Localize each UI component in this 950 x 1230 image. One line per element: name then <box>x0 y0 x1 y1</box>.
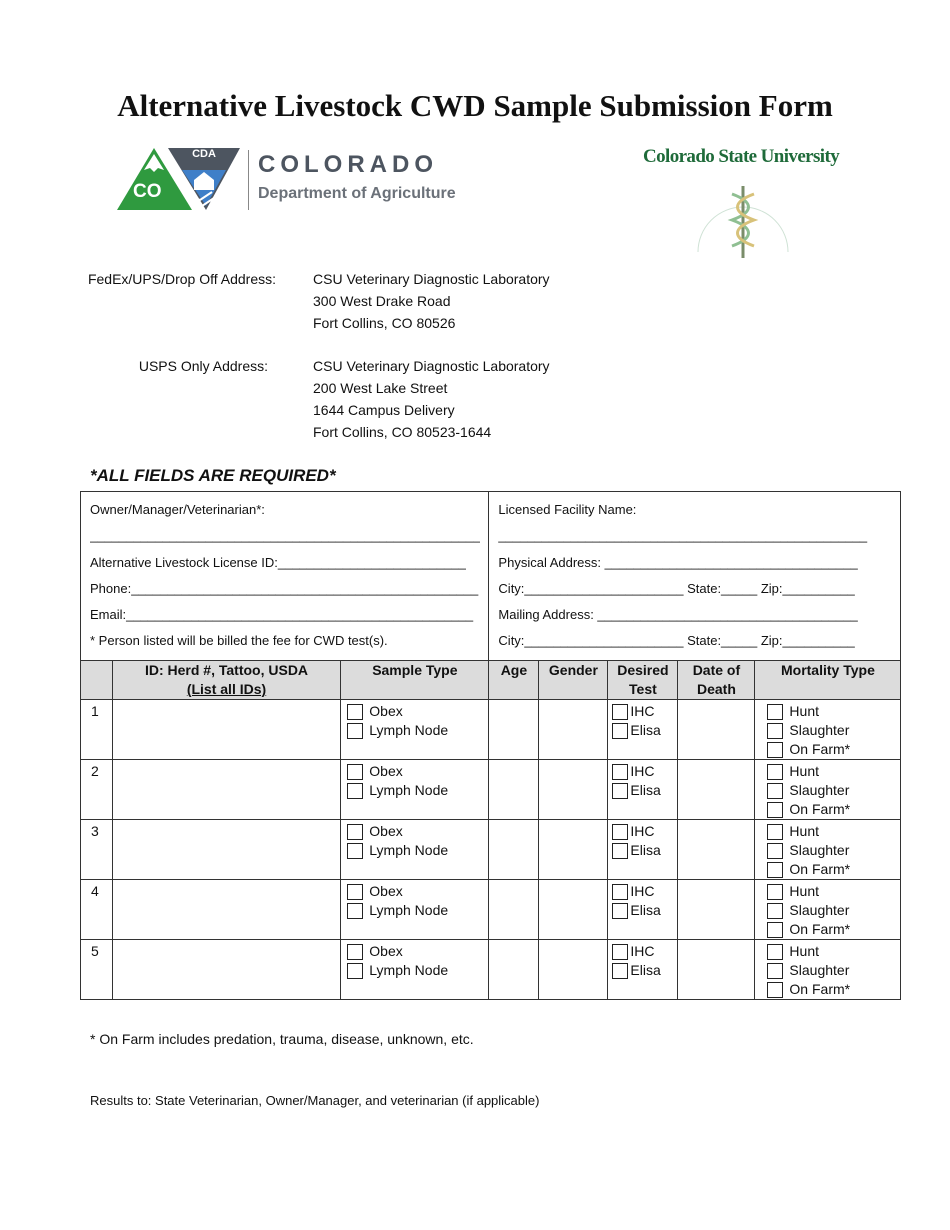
table-row <box>81 940 901 1000</box>
license-id-field[interactable]: Alternative Livestock License ID:__________________________ <box>90 554 466 570</box>
mortality-type-option[interactable] <box>767 781 900 800</box>
mortality-type-label: Slaughter <box>789 962 850 978</box>
date-of-death-cell[interactable] <box>678 760 755 820</box>
checkbox[interactable] <box>767 802 783 818</box>
checkbox[interactable] <box>612 783 628 799</box>
sample-type-option[interactable] <box>347 901 488 920</box>
desired-test-label: IHC <box>630 883 655 899</box>
desired-test-option[interactable] <box>612 901 677 920</box>
sample-type-label: Lymph Node <box>369 962 449 978</box>
checkbox[interactable] <box>767 884 783 900</box>
checkbox[interactable] <box>612 704 628 720</box>
table-row <box>81 820 901 880</box>
header-date-of-death <box>678 661 755 700</box>
physical-address-field[interactable]: Physical Address: ___________________________________ <box>498 554 858 570</box>
address-line: CSU Veterinary Diagnostic Laboratory <box>313 271 550 287</box>
header-age: Age <box>489 661 539 700</box>
row-number: 2 <box>81 760 113 820</box>
mortality-type-cell <box>755 700 901 760</box>
header-desired-line2: Test <box>629 681 657 697</box>
mailing-address-field[interactable]: Mailing Address: ____________________________________ <box>498 607 858 623</box>
desired-test-cell <box>608 880 678 940</box>
checkbox[interactable] <box>347 723 363 739</box>
checkbox[interactable] <box>767 723 783 739</box>
checkbox[interactable] <box>767 963 783 979</box>
sample-type-label: Obex <box>369 883 403 899</box>
mortality-type-option[interactable] <box>767 762 900 781</box>
id-cell[interactable] <box>112 760 341 820</box>
desired-test-label: Elisa <box>630 902 661 918</box>
department-wordmark: Department of Agriculture <box>258 185 456 202</box>
checkbox[interactable] <box>767 922 783 938</box>
checkbox[interactable] <box>347 903 363 919</box>
owner-info-section <box>81 492 489 661</box>
desired-test-option[interactable] <box>612 781 677 800</box>
desired-test-cell <box>608 820 678 880</box>
age-cell[interactable] <box>489 760 539 820</box>
co-text: CO <box>133 181 162 202</box>
desired-test-cell <box>608 940 678 1000</box>
colorado-wordmark: COLORADO <box>258 151 438 178</box>
desired-test-label: IHC <box>630 703 655 719</box>
checkbox[interactable] <box>347 963 363 979</box>
desired-test-label: Elisa <box>630 782 661 798</box>
header-number <box>81 661 113 700</box>
checkbox[interactable] <box>767 944 783 960</box>
gender-cell[interactable] <box>539 940 608 1000</box>
desired-test-option[interactable] <box>612 822 677 841</box>
mortality-type-cell <box>755 820 901 880</box>
desired-test-label: IHC <box>630 943 655 959</box>
checkbox[interactable] <box>767 764 783 780</box>
owner-field[interactable]: Owner/Manager/Veterinarian*: <box>90 502 265 517</box>
checkbox[interactable] <box>347 824 363 840</box>
checkbox[interactable] <box>347 704 363 720</box>
mortality-type-label: On Farm* <box>789 801 851 817</box>
sample-type-cell <box>341 820 489 880</box>
checkbox[interactable] <box>767 742 783 758</box>
address-line: 200 West Lake Street <box>313 380 448 396</box>
mortality-type-option[interactable] <box>767 721 900 740</box>
checkbox[interactable] <box>347 783 363 799</box>
mortality-type-label: Slaughter <box>789 722 850 738</box>
address-line: 300 West Drake Road <box>313 293 451 309</box>
vdl-logo <box>688 172 798 265</box>
facility-info-section <box>489 492 901 661</box>
sample-type-option[interactable] <box>347 961 488 980</box>
header-id-line2: (List all IDs) <box>186 681 267 697</box>
mortality-type-label: Hunt <box>789 763 819 779</box>
checkbox[interactable] <box>767 783 783 799</box>
sample-type-label: Lymph Node <box>369 842 449 858</box>
sample-type-label: Obex <box>369 703 403 719</box>
header-mortality-type: Mortality Type <box>755 661 901 700</box>
checkbox[interactable] <box>767 704 783 720</box>
cda-badge-text: CDA <box>192 148 216 160</box>
sample-type-label: Obex <box>369 763 403 779</box>
header-date-line1: Date of <box>692 662 741 678</box>
sample-type-cell <box>341 940 489 1000</box>
id-cell[interactable] <box>112 820 341 880</box>
address-line: 1644 Campus Delivery <box>313 402 455 418</box>
sample-type-option[interactable] <box>347 781 488 800</box>
sample-type-cell <box>341 760 489 820</box>
logo-divider <box>248 150 249 210</box>
sample-type-option[interactable] <box>347 762 488 781</box>
usps-address <box>313 355 550 443</box>
id-cell[interactable] <box>112 880 341 940</box>
row-number: 4 <box>81 880 113 940</box>
sample-type-option[interactable] <box>347 882 488 901</box>
header-id <box>112 661 341 700</box>
date-of-death-cell[interactable] <box>678 700 755 760</box>
email-field[interactable]: Email:________________________________________________ <box>90 607 474 623</box>
facility-blank-line[interactable]: ___________________________________________________ <box>498 528 868 544</box>
table-header <box>81 661 901 700</box>
header-id-line1: ID: Herd #, Tattoo, USDA <box>144 662 309 678</box>
mortality-type-option[interactable] <box>767 860 900 879</box>
sample-type-option[interactable] <box>347 721 488 740</box>
gender-cell[interactable] <box>539 760 608 820</box>
sample-type-option[interactable] <box>347 822 488 841</box>
desired-test-option[interactable] <box>612 942 677 961</box>
row-number: 1 <box>81 700 113 760</box>
checkbox[interactable] <box>612 963 628 979</box>
desired-test-cell <box>608 700 678 760</box>
checkbox[interactable] <box>767 843 783 859</box>
desired-test-label: Elisa <box>630 842 661 858</box>
mortality-type-option[interactable] <box>767 961 900 980</box>
checkbox[interactable] <box>612 884 628 900</box>
mortality-type-option[interactable] <box>767 702 900 721</box>
checkbox[interactable] <box>767 982 783 998</box>
sample-type-label: Obex <box>369 823 403 839</box>
address-line: CSU Veterinary Diagnostic Laboratory <box>313 358 550 374</box>
checkbox[interactable] <box>347 944 363 960</box>
checkbox[interactable] <box>347 764 363 780</box>
checkbox[interactable] <box>767 824 783 840</box>
date-of-death-cell[interactable] <box>678 880 755 940</box>
sample-type-label: Lymph Node <box>369 902 449 918</box>
required-note: *ALL FIELDS ARE REQUIRED* <box>90 466 336 485</box>
checkbox[interactable] <box>347 884 363 900</box>
mortality-type-option[interactable] <box>767 920 900 939</box>
header-desired-test <box>608 661 678 700</box>
row-number: 5 <box>81 940 113 1000</box>
age-cell[interactable] <box>489 880 539 940</box>
mortality-type-label: Slaughter <box>789 782 850 798</box>
gender-cell[interactable] <box>539 700 608 760</box>
sample-type-option[interactable] <box>347 841 488 860</box>
mortality-type-cell <box>755 880 901 940</box>
age-cell[interactable] <box>489 820 539 880</box>
checkbox[interactable] <box>767 862 783 878</box>
checkbox[interactable] <box>612 944 628 960</box>
dropoff-address <box>313 268 550 334</box>
sample-type-cell <box>341 700 489 760</box>
mortality-type-label: Slaughter <box>789 842 850 858</box>
desired-test-option[interactable] <box>612 721 677 740</box>
header-desired-line1: Desired <box>617 662 669 678</box>
table-row <box>81 700 901 760</box>
mortality-type-option[interactable] <box>767 800 900 819</box>
address-line: Fort Collins, CO 80526 <box>313 315 456 331</box>
owner-blank-line[interactable]: ______________________________________________________ <box>90 528 481 544</box>
checkbox[interactable] <box>612 764 628 780</box>
date-of-death-cell[interactable] <box>678 820 755 880</box>
facility-name-field[interactable]: Licensed Facility Name: <box>498 502 637 517</box>
mortality-type-cell <box>755 760 901 820</box>
sample-type-option[interactable] <box>347 942 488 961</box>
mortality-type-label: Hunt <box>789 943 819 959</box>
id-cell[interactable] <box>112 940 341 1000</box>
on-farm-footnote: * On Farm includes predation, trauma, disease, unknown, etc. <box>90 1031 474 1047</box>
desired-test-label: IHC <box>630 763 655 779</box>
mortality-type-option[interactable] <box>767 882 900 901</box>
checkbox[interactable] <box>767 903 783 919</box>
checkbox[interactable] <box>612 723 628 739</box>
mortality-type-label: On Farm* <box>789 921 851 937</box>
cda-logo <box>116 146 241 217</box>
sample-type-label: Obex <box>369 943 403 959</box>
mortality-type-label: On Farm* <box>789 741 851 757</box>
gender-cell[interactable] <box>539 820 608 880</box>
mailing-city-field[interactable]: City:______________________ State:_____ Zip:__________ <box>498 633 855 649</box>
sample-type-option[interactable] <box>347 702 488 721</box>
checkbox[interactable] <box>347 843 363 859</box>
submission-table <box>80 491 901 1000</box>
checkbox[interactable] <box>612 824 628 840</box>
age-cell[interactable] <box>489 940 539 1000</box>
sample-type-label: Lymph Node <box>369 782 449 798</box>
gender-cell[interactable] <box>539 880 608 940</box>
age-cell[interactable] <box>489 700 539 760</box>
mortality-type-option[interactable] <box>767 841 900 860</box>
mortality-type-option[interactable] <box>767 980 900 999</box>
desired-test-option[interactable] <box>612 702 677 721</box>
checkbox[interactable] <box>612 903 628 919</box>
date-of-death-cell[interactable] <box>678 940 755 1000</box>
sample-type-cell <box>341 880 489 940</box>
mortality-type-label: On Farm* <box>789 981 851 997</box>
table-row <box>81 760 901 820</box>
desired-test-option[interactable] <box>612 841 677 860</box>
dropoff-label: FedEx/UPS/Drop Off Address: <box>87 271 276 287</box>
mortality-type-option[interactable] <box>767 942 900 961</box>
header-gender: Gender <box>539 661 608 700</box>
mortality-type-label: Hunt <box>789 823 819 839</box>
mortality-type-option[interactable] <box>767 901 900 920</box>
address-line: Fort Collins, CO 80523-1644 <box>313 424 492 440</box>
mortality-type-cell <box>755 940 901 1000</box>
table-row <box>81 880 901 940</box>
mortality-type-label: Slaughter <box>789 902 850 918</box>
phone-field[interactable]: Phone:________________________________________________ <box>90 580 479 596</box>
desired-test-label: Elisa <box>630 722 661 738</box>
desired-test-label: Elisa <box>630 962 661 978</box>
results-to: Results to: State Veterinarian, Owner/Manager, and veterinarian (if applicable) <box>90 1093 540 1108</box>
billing-note: * Person listed will be billed the fee for CWD test(s). <box>90 633 388 649</box>
csu-wordmark: Colorado State University <box>643 146 840 167</box>
id-cell[interactable] <box>112 700 341 760</box>
row-number: 3 <box>81 820 113 880</box>
desired-test-option[interactable] <box>612 762 677 781</box>
desired-test-cell <box>608 760 678 820</box>
checkbox[interactable] <box>612 843 628 859</box>
physical-city-field[interactable]: City:______________________ State:_____ Zip:__________ <box>498 580 855 596</box>
desired-test-option[interactable] <box>612 961 677 980</box>
mortality-type-label: Hunt <box>789 703 819 719</box>
header-sample-type: Sample Type <box>341 661 489 700</box>
mortality-type-label: Hunt <box>789 883 819 899</box>
desired-test-option[interactable] <box>612 882 677 901</box>
mortality-type-option[interactable] <box>767 822 900 841</box>
desired-test-label: IHC <box>630 823 655 839</box>
mortality-type-label: On Farm* <box>789 861 851 877</box>
usps-label: USPS Only Address: <box>138 358 268 374</box>
header-date-line2: Death <box>696 681 736 697</box>
sample-type-label: Lymph Node <box>369 722 449 738</box>
mortality-type-option[interactable] <box>767 740 900 759</box>
form-title: Alternative Livestock CWD Sample Submission Form <box>117 88 833 123</box>
